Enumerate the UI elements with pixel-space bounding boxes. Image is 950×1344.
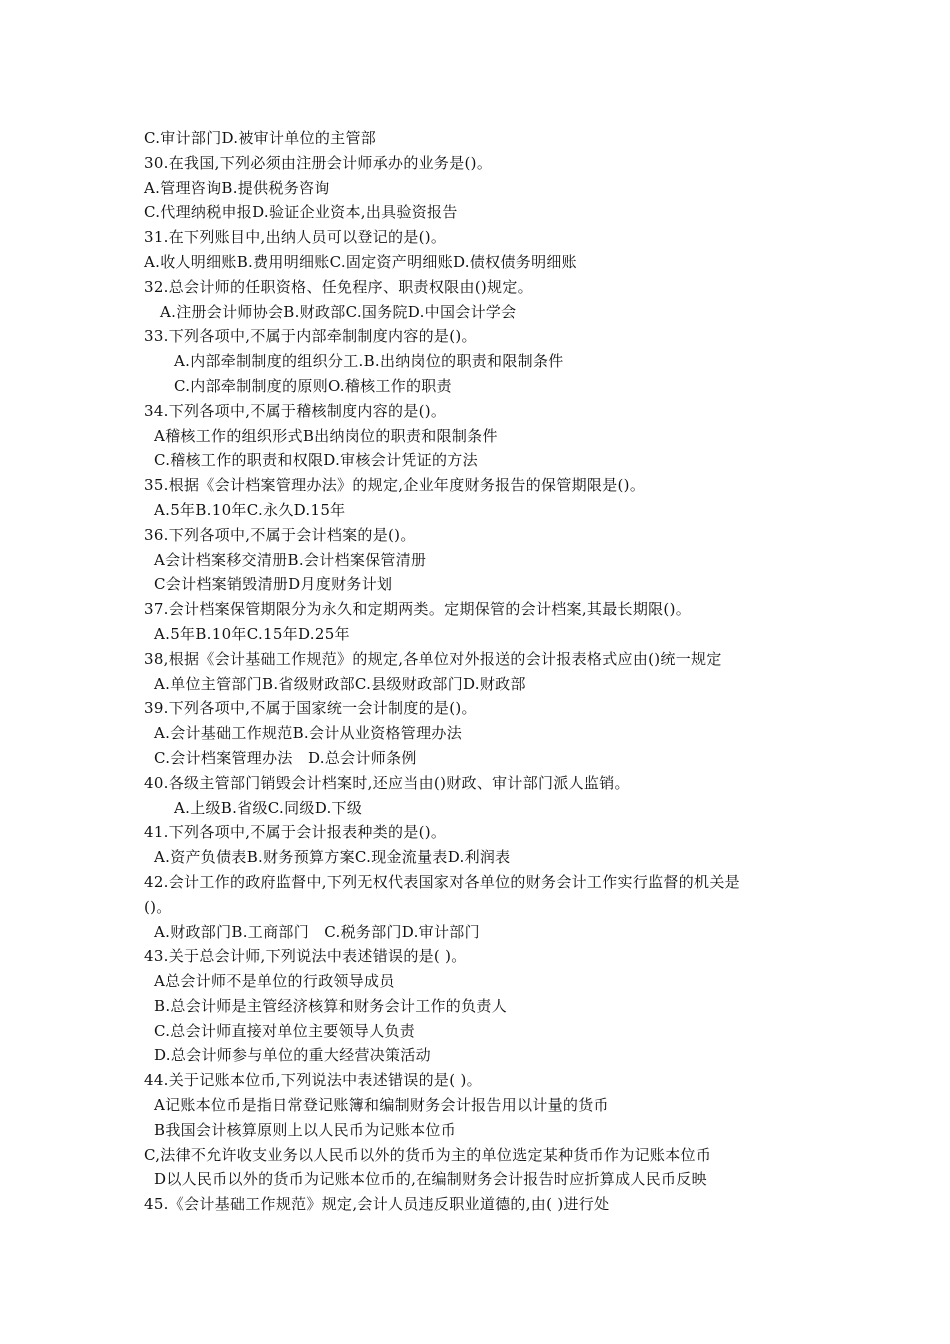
text-line: C.稽核工作的职责和权限D.审核会计凭证的方法 (154, 451, 478, 470)
text-line: A记账本位币是指日常登记账簿和编制财务会计报告用以计量的货币 (154, 1096, 609, 1115)
text-line: A.上级B.省级C.同级D.下级 (174, 798, 363, 817)
text-line: A.会计基础工作规范B.会计从业资格管理办法 (154, 724, 462, 743)
text-line: 31.在下列账目中,出纳人员可以登记的是()。 (144, 228, 447, 247)
text-line: C.审计部门D.被审计单位的主管部 (144, 129, 377, 147)
text-line: C.会计档案管理办法 D.总会计师条例 (154, 748, 417, 767)
text-line: A总会计师不是单位的行政领导成员 (154, 972, 395, 991)
text-line: A.注册会计师协会B.财政部C.国务院D.中国会计学会 (160, 302, 517, 321)
text-line: C.代理纳税申报D.验证企业资本,出具验资报告 (144, 203, 458, 222)
text-line: 39.下列各项中,不属于国家统一会计制度的是()。 (144, 699, 477, 718)
text-line: 32.总会计师的任职资格、任免程序、职责权限由()规定。 (144, 277, 533, 296)
text-line: B我国会计核算原则上以人民币为记账本位币 (154, 1120, 457, 1139)
text-line: 38,根据《会计基础工作规范》的规定,各单位对外报送的会计报表格式应由()统一规定 (144, 649, 722, 668)
text-line: A.资产负债表B.财务预算方案C.现金流量表D.利润表 (154, 848, 511, 867)
text-line: B.总会计师是主管经济核算和财务会计工作的负责人 (154, 996, 507, 1015)
text-line: A.单位主管部门B.省级财政部C.县级财政部门D.财政部 (154, 674, 526, 693)
text-line: 41.下列各项中,不属于会计报表种类的是()。 (144, 823, 447, 842)
text-line: 37.会计档案保管期限分为永久和定期两类。定期保管的会计档案,其最长期限()。 (144, 600, 692, 619)
text-line: 30.在我国,下列必须由注册会计师承办的业务是()。 (144, 153, 493, 172)
text-line: 42.会计工作的政府监督中,下列无权代表国家对各单位的财务会计工作实行监督的机关是 (144, 872, 740, 891)
text-line: A.财政部门B.工商部门 C.税务部门D.审计部门 (154, 922, 480, 941)
text-line: A.5年B.10年C.永久D.15年 (154, 500, 346, 519)
text-line: 45.《会计基础工作规范》规定,会计人员违反职业道德的,由( )进行处 (144, 1195, 610, 1214)
text-line: 44.关于记账本位币,下列说法中表述错误的是( )。 (144, 1071, 482, 1090)
text-line: C.内部牵制制度的原则O.稽核工作的职责 (174, 376, 452, 395)
text-line: ()。 (144, 897, 172, 916)
text-line: A.5年B.10年C.15年D.25年 (154, 624, 350, 643)
text-line: D以人民币以外的货币为记账本位币的,在编制财务会计报告时应折算成人民币反映 (154, 1170, 707, 1189)
text-line: 33.下列各项中,不属于内部牵制制度内容的是()。 (144, 327, 477, 346)
text-line: 43.关于总会计师,下列说法中表述错误的是( )。 (144, 947, 467, 966)
text-line: C会计档案销毁清册D月度财务计划 (154, 575, 393, 594)
text-line: 36.下列各项中,不属于会计档案的是()。 (144, 525, 416, 544)
text-line: 35.根据《会计档案管理办法》的规定,企业年度财务报告的保管期限是()。 (144, 476, 646, 495)
text-line: A.管理咨询B.提供税务咨询 (144, 178, 330, 197)
text-line: A稽核工作的组织形式B出纳岗位的职责和限制条件 (154, 426, 498, 445)
text-line: A.收人明细账B.费用明细账C.固定资产明细账D.债权债务明细账 (144, 252, 577, 271)
text-line: 34.下列各项中,不属于稽核制度内容的是()。 (144, 401, 447, 420)
text-line: 40.各级主管部门销毁会计档案时,还应当由()财政、审计部门派人监销。 (144, 773, 630, 792)
text-line: A会计档案移交清册B.会计档案保管清册 (154, 550, 427, 569)
text-line: A.内部牵制制度的组织分工.B.出纳岗位的职责和限制条件 (174, 352, 564, 371)
document-body (144, 126, 834, 1217)
text-line: C.总会计师直接对单位主要领导人负责 (154, 1021, 416, 1040)
text-line: D.总会计师参与单位的重大经营决策活动 (154, 1046, 431, 1065)
text-line: C,法律不允许收支业务以人民币以外的货币为主的单位选定某种货币作为记账本位币 (144, 1145, 712, 1164)
